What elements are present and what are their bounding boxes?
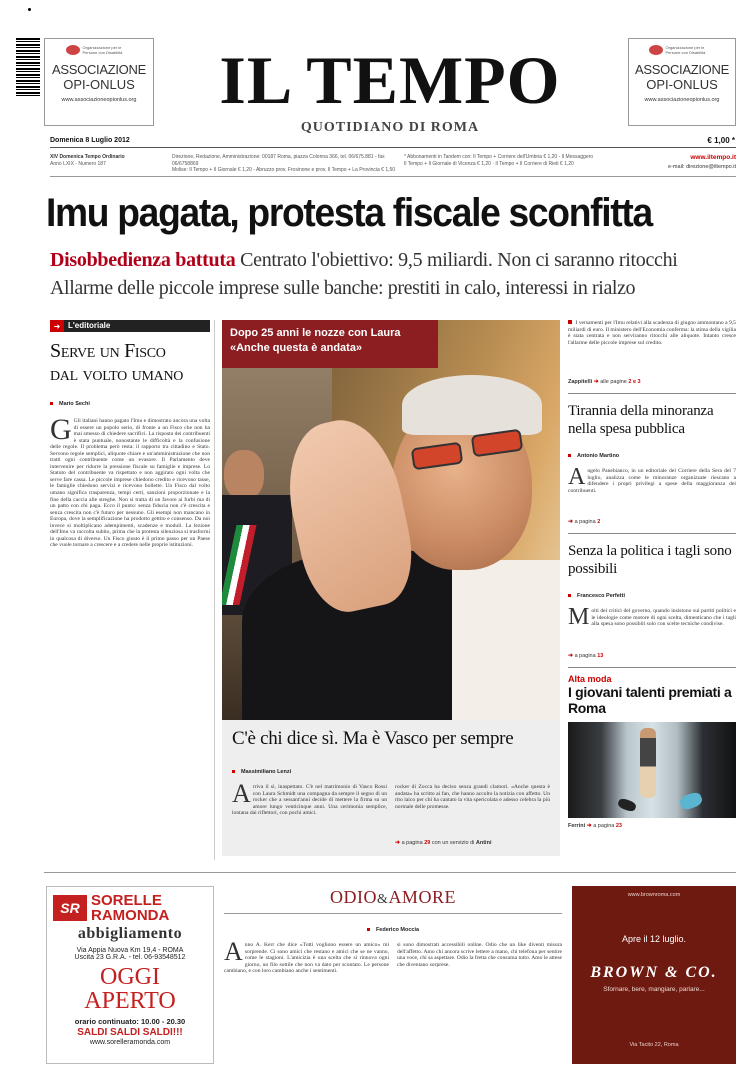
author-icon — [568, 594, 571, 597]
photo-story-col2 — [395, 784, 550, 846]
author-icon — [50, 402, 53, 405]
barcode-icon — [16, 38, 40, 98]
opi-small-text: Organizzazione per le Persone con Disabilità — [665, 45, 706, 55]
sr-name-line1: SORELLE — [91, 892, 162, 909]
editorial-title-line1[interactable]: Serve un Fisco — [50, 340, 166, 362]
column-title-rule — [224, 913, 562, 914]
contacts-line2: Molise: Il Tempo + Il Giornale € 1,20 - Abruzzo prov. Frosinone e prov. Il Tempo + La Provincia € 1,50 — [172, 167, 396, 173]
editorial-label-bar — [50, 320, 210, 332]
photo-caption-box — [222, 320, 438, 368]
fashion-shoe-left — [617, 797, 637, 813]
fashion-title[interactable]: I giovani talenti premiati a Roma — [568, 684, 732, 716]
email-link[interactable]: e-mail: direzione@iltempo.it — [668, 164, 736, 170]
section-rule — [568, 667, 736, 668]
article2-page: 13 — [597, 653, 604, 659]
column-author: Federico Moccia — [375, 927, 420, 933]
sr-address1: Via Appia Nuova Km 19,4 - ROMA — [76, 947, 184, 954]
subheadline-row1 — [50, 248, 740, 272]
article2-ref[interactable] — [568, 652, 736, 659]
fashion-model-figure — [640, 728, 656, 798]
author-icon — [367, 928, 370, 931]
website-link[interactable]: www.iltempo.it — [690, 154, 736, 161]
sr-url: www.sorelleramonda.com — [89, 1039, 171, 1046]
imu-intro-text: I versamenti per l'Imu relativi alla scadenza di giugno ammontano a 9,5 miliardi di euro. Il ministero dell'Economia conferma: la stima della vigilia è stata centrata e non serviranno ritocchi alle aliquote. Intanto cresce l'allarme delle piccole imprese sul credito. — [568, 320, 736, 346]
barcode-number — [16, 112, 40, 119]
sr-name-line2: RAMONDA — [91, 907, 170, 924]
article1-body-block — [568, 468, 736, 514]
opi-ad-left[interactable] — [44, 38, 154, 126]
photo-story-ref[interactable] — [395, 839, 550, 846]
corner-mark — [28, 8, 31, 11]
opi-logo-icon — [66, 45, 80, 55]
fashion-ref[interactable] — [568, 822, 736, 829]
newspaper-subtitle: QUOTIDIANO DI ROMA — [300, 120, 480, 135]
photo-story-ref-text: a pagina — [401, 840, 423, 846]
section-rule — [568, 393, 736, 394]
vasco-photo[interactable] — [222, 320, 560, 720]
imu-intro-ref[interactable] — [568, 378, 736, 385]
article2-body-block — [568, 608, 736, 648]
author-icon — [568, 454, 571, 457]
edition-line2: Anno LXIX - Numero 187 — [50, 160, 106, 167]
column-title-amp: & — [377, 892, 389, 907]
arrow-right-icon: ➜ — [50, 320, 64, 332]
column-divider — [214, 320, 215, 860]
contacts-line1: Direzione, Redazione, Amministrazione: 00187 Roma, piazza Colonna 366, tel. 06/675.881 - fax 06/6758869 — [172, 154, 385, 167]
photo-story-ref-extra: con un servizio di — [431, 840, 475, 846]
sr-hours: orario continuato: 10.00 - 20.30 — [74, 1017, 186, 1026]
opi-url: www.associazioneopionlus.org — [61, 97, 137, 103]
offers-line2: Il Tempo + Il Giornale di Vicenza € 1,20 · Il Tempo + Il Corriere di Rieti € 1,20 — [404, 160, 574, 167]
photo-story-ref-author: Antini — [475, 840, 492, 846]
column-title[interactable] — [224, 886, 562, 911]
author-icon — [232, 770, 235, 773]
brown-tagline: Sfornare, bere, mangiare, parlare... — [603, 986, 705, 993]
brown-url: www.brownroma.com — [627, 892, 681, 898]
photo-story-col1 — [232, 784, 387, 846]
photo-story-body2: rocker di Zocca ha deciso senza grandi clamori. «Anche questa è andata» ha scritto ai fan, che hanno accolto la notizia con affetto. Un rito laico per chi ha cantato la vita spericolata e adesso celebra la più normale delle promesse. — [395, 784, 550, 810]
photo-caption-line1: Dopo 25 anni le nozze con Laura — [230, 327, 401, 339]
bullet-icon — [568, 320, 572, 324]
column-dropcap: A — [224, 942, 243, 966]
article2-dropcap: M — [568, 608, 590, 630]
brown-co-ad[interactable] — [572, 886, 736, 1064]
column-title-part1: ODIO — [330, 887, 378, 907]
newspaper-title: IL TEMPO — [219, 42, 561, 118]
column-body2: si sono dimostrati accessibili online. Odio che un like diventi misura dell'affetto. Amo chi ancora scrive lettere a mano, chi telefona per sentire una voce, chi sa aspettare. Odio la fretta che consuma tutto. Amo le attese che diventano sorprese. — [397, 942, 562, 968]
fashion-ref-text: a pagina — [593, 823, 615, 829]
brown-name: BROWN & CO. — [590, 964, 718, 981]
article1-page: 2 — [597, 519, 601, 525]
editorial-author: Mario Sechi — [59, 401, 90, 407]
article1-ref[interactable] — [568, 518, 736, 525]
article2-author: Francesco Perfetti — [577, 593, 625, 599]
column-body1: nno A. Kerr che dice «Tutti vogliono essere un amico» mi sorprende. Ci sono amici che restano e amici che se ne vanno, come le stagioni. L'amicizia è una scelta che si rinnova ogni giorno, un filo sottile che non va dato per scontato. Le persone cambiano, e con loro cambiano anche i sentimenti. — [224, 942, 389, 975]
headline-kicker: Disobbedienza battuta — [50, 249, 236, 271]
arrow-right-icon: ➜ — [568, 653, 574, 659]
photo-caption-line2: «Anche questa è andata» — [230, 342, 363, 354]
fashion-shoe-right — [678, 791, 703, 812]
column-title-part2: AMORE — [388, 887, 456, 907]
opi-name-line1: ASSOCIAZIONE — [52, 62, 146, 77]
photo-man-left-head — [224, 450, 264, 500]
sr-open-line1: OGGI — [100, 964, 160, 990]
section-rule — [568, 533, 736, 534]
opi-name-line1: ASSOCIAZIONE — [635, 62, 729, 77]
headline-sub1: Centrato l'obiettivo: 9,5 miliardi. Non ci saranno ritocchi — [240, 249, 678, 271]
article2-title[interactable]: Senza la politica i tagli sono possibili — [568, 543, 732, 577]
sr-sale: SALDI SALDI SALDI!!! — [77, 1027, 183, 1038]
arrow-right-icon: ➜ — [586, 823, 592, 829]
photo-story-body1: rriva il sì, inaspettato. C'è nel matrimonio di Vasco Rossi con Laura Schmidt una compagna da sempre il segno di un rocker che a sessant'anni decide di mettere la firma su un amore lungo venticinque anni. Una cerimonia semplice, lontana dai riflettori, con pochi amici. — [232, 784, 387, 817]
main-headline[interactable]: Imu pagata, protesta fiscale sconfitta — [46, 191, 652, 235]
editorial-label: L'editoriale — [64, 320, 210, 332]
odio-amore-column — [224, 886, 562, 1064]
arrow-right-icon: ➜ — [568, 519, 574, 525]
contacts-info — [172, 154, 402, 174]
editorial-section — [50, 320, 210, 860]
photo-story-ref-page: 29 — [424, 840, 431, 846]
sr-category: abbigliamento — [77, 925, 183, 942]
article1-author: Antonio Martino — [577, 453, 620, 459]
photo-story-dropcap: A — [232, 784, 251, 808]
sr-logo-icon: SR — [53, 895, 87, 921]
article1-body: ngelo Panebianco, in un editoriale del Corriere della Sera del 7 luglio, analizza come le minoranze organizzate riescano a difendere i propri privilegi a spese della maggioranza dei contribuenti. — [568, 468, 736, 494]
sr-open-line2: APERTO — [84, 988, 176, 1014]
opi-logo-icon — [649, 45, 663, 55]
imu-intro-pages: 2 e 3 — [628, 379, 641, 385]
offers-line1: * Abbonamenti in Tandem con: Il Tempo + Corriere dell'Umbria € 1,20 - Il Messaggero — [404, 154, 594, 160]
bottom-rule — [44, 872, 736, 873]
brown-reopening: Apre il 12 luglio. — [621, 934, 687, 944]
opi-small-text: Organizzazione per le Persone con Disabilità — [82, 45, 123, 55]
arrow-right-icon: ➜ — [395, 840, 401, 846]
imu-intro — [568, 320, 736, 372]
sr-address2: Uscita 23 G.R.A. - tel. 06-93548512 — [74, 954, 186, 961]
fashion-author: Ferrini — [568, 823, 586, 829]
sorelle-ramonda-ad[interactable] — [46, 886, 214, 1064]
article1-ref-text: a pagina — [574, 519, 596, 525]
edition-line1: XIV Domenica Tempo Ordinario — [50, 154, 125, 160]
opi-url: www.associazioneopionlus.org — [644, 97, 720, 103]
editorial-body-block — [50, 413, 210, 549]
fashion-kicker: Alta moda — [568, 674, 612, 684]
photo-shirt — [452, 560, 560, 720]
opi-name-line2: OPI-ONLUS — [646, 77, 718, 92]
headline-sub2: Allarme delle piccole imprese sulle banche: prestiti in calo, interessi in rialzo — [50, 277, 636, 299]
issue-date: Domenica 8 Luglio 2012 — [50, 137, 130, 144]
photo-story-box — [222, 720, 560, 856]
opi-ad-right[interactable] — [628, 38, 736, 126]
article2-body: olti dei critici del governo, quando insistono sui partiti politici e le ideologie come motore di ogni scelta, dimenticano che i tagli alla spesa sono possibili solo con scelte tecniche condivise. — [591, 608, 736, 628]
opi-name-line2: OPI-ONLUS — [63, 77, 135, 92]
right-column — [568, 320, 736, 860]
masthead-rule — [50, 147, 736, 148]
issue-price: € 1,00 * — [707, 136, 735, 145]
imu-intro-ref-text: alle pagine — [600, 379, 627, 385]
fashion-page: 23 — [615, 823, 622, 829]
editorial-body: Gli italiani hanno pagato l'Imu e dimostrato ancora una volta di essere un popolo serio, di fronte a un Fisco che non ha mai smesso di chiedere sacrifici. La risposta dei contribuenti è stata puntuale, nonostante le difficoltà e la confusione delle regole. Il problema però resta: il rapporto tra cittadino e Stato. Servono regole semplici, aliquote chiare e un'amministrazione che non tratti ogni contribuente come un evasore. Il Parlamento deve intervenire per ridurre la pressione fiscale su famiglie e imprese. Lo Statuto del contribuente va rispettato e non aggirato ogni volta che serve fare cassa. Le piccole imprese chiedono credito e ricevono tasse, le famiglie chiedono servizi e ricevono bollette. Un Fisco dal volto umano significa trasparenza, tempi certi, sanzioni proporzionate e la fine della caccia alle streghe. Non si tratta di un favore ai furbi ma di un patto con chi paga. Ecco il punto: senza fiducia non c'è crescita e senza crescita non c'è futuro per nessuno. Gli esempi non mancano in Europa, dove la semplificazione ha prodotto gettito e consenso. Da noi invece si moltiplicano adempimenti, scadenze e moduli. La lezione dell'Imu va raccolta subito, prima che la protesta silenziosa si trasformi in qualcosa di diverso. Un Fisco giusto è il primo passo per un Paese che vuole tornare a crescere e a credere nelle proprie istituzioni. — [50, 418, 210, 549]
photo-story-author: Massimiliano Lenzi — [241, 769, 292, 775]
brown-address: Via Tacito 22, Roma — [629, 1042, 679, 1048]
offers-info — [404, 154, 644, 167]
editorial-dropcap: G — [50, 413, 72, 446]
article1-title[interactable]: Tirannia della minoranza nella spesa pubblica — [568, 403, 714, 437]
article1-dropcap: A — [568, 468, 586, 490]
photo-story-headline[interactable]: C'è chi dice sì. Ma è Vasco per sempre — [232, 728, 514, 749]
sr-name — [91, 893, 169, 923]
masthead-rule-bottom — [50, 176, 736, 177]
photo-hair — [402, 375, 542, 435]
column-col1 — [224, 942, 389, 1067]
fashion-photo[interactable] — [568, 722, 736, 818]
article2-ref-text: a pagina — [574, 653, 596, 659]
imu-intro-author: Zappitelli — [568, 379, 593, 385]
editorial-title-line2[interactable]: dal volto umano — [50, 363, 184, 385]
edition-info — [50, 154, 170, 167]
arrow-right-icon: ➜ — [593, 379, 599, 385]
